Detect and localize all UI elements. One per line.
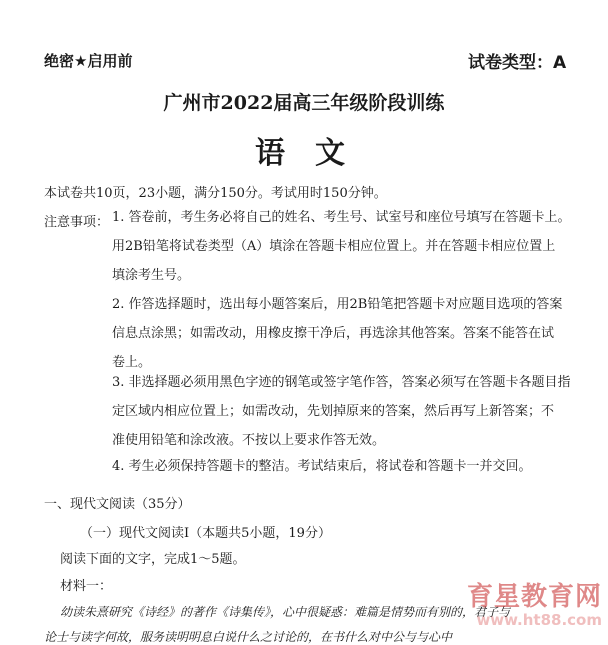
note-line: 4. 考生必须保持答题卡的整洁。考试结束后，将试卷和答题卡一并交回。 [112,459,532,474]
note-line: 定区域内相应位置上；如需改动，先划掉原来的答案，然后再写上新答案；不 [112,404,555,419]
subsection-heading: （一）现代文阅读Ⅰ（本题共5小题，19分） [80,526,331,541]
material-label: 材料一： [60,579,113,594]
note-line: 用2B铅笔将试卷类型（A）填涂在答题卡相应位置上。并在答题卡相应位置上 [112,239,556,254]
note-line: 卷上。 [112,355,152,370]
exam-intro: 本试卷共10页，23小题，满分150分。考试用时150分钟。 [44,186,387,201]
note-line: 3. 非选择题必须用黑色字迹的钢笔或签字笔作答，答案必须写在答题卡各题目指 [112,375,571,390]
note-item-4 [112,452,582,481]
note-line: 1. 答卷前，考生务必将自己的姓名、考生号、试室号和座位号填写在答题卡上。 [112,210,571,225]
note-line: 信息点涂黑；如需改动，用橡皮擦干净后，再选涂其他答案。答案不能答在试 [112,326,555,341]
section-heading: 一、现代文阅读（35分） [44,497,191,512]
note-line: 2. 作答选择题时，选出每小题答案后，用2B铅笔把答题卡对应题目选项的答案 [112,297,563,312]
paper-type-label: 试卷类型：A [468,53,567,73]
watermark-url: www.ht88.com [476,611,602,629]
passage-text: 幼读朱熹研究《诗经》的著作《诗集传》，心中很疑惑：难篇是情势而有别的，君子与 [60,605,511,619]
note-item-2 [112,290,582,377]
watermark-name: 育星教育网 [466,582,602,612]
confidential-label: 绝密★启用前 [44,52,133,70]
note-item-3 [112,368,582,455]
reading-instruction: 阅读下面的文字，完成1～5题。 [60,552,246,567]
note-line: 填涂考生号。 [112,268,191,283]
notes-label: 注意事项： [44,215,110,230]
passage-text-continued: 论士与读字何故，服务读明明息白说什么之讨论的，在书什么对中公与与心中 [44,630,453,644]
exam-title: 广州市2022届高三年级阶段训练 [163,92,445,114]
note-line: 准使用铅笔和涂改液。不按以上要求作答无效。 [112,433,386,448]
note-item-1 [112,203,582,290]
subject-title: 语文 [255,136,375,171]
